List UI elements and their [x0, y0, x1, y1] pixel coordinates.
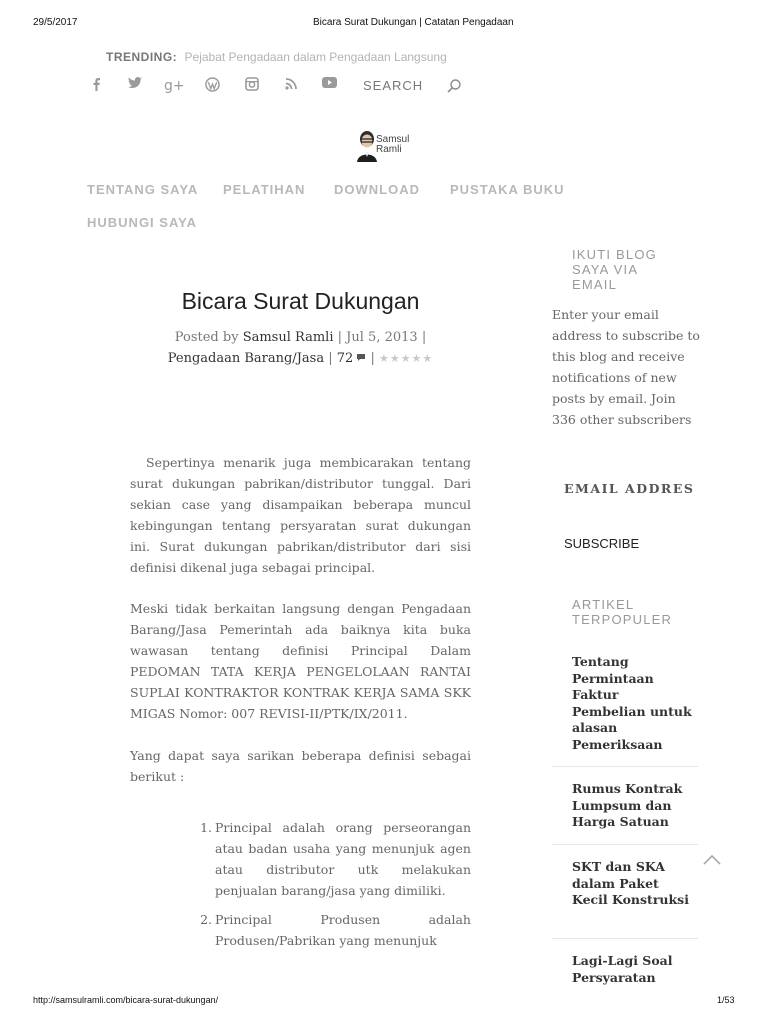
list-text: Principal Produsen adalah Produsen/Pabrikan yang menunjuk [215, 912, 471, 948]
site-logo[interactable] [356, 130, 416, 164]
print-page-number: 1/53 [717, 995, 735, 1005]
meta-separator: | [370, 351, 375, 366]
post-paragraph [130, 745, 471, 787]
nav-tentang-saya[interactable]: TENTANG SAYA [87, 182, 199, 197]
post-date: Jul 5, 2013 [346, 330, 418, 345]
nav-pelatihan[interactable]: PELATIHAN [223, 182, 306, 197]
popular-article-link[interactable]: Lagi-Lagi Soal Persyaratan [572, 953, 673, 985]
rss-icon[interactable] [282, 77, 300, 90]
definition-list [196, 817, 471, 959]
list-item [196, 909, 471, 951]
popular-heading-line: TERPOPULER [572, 612, 673, 627]
meta-separator: | [337, 330, 343, 345]
divider [552, 844, 698, 845]
print-title: Bicara Surat Dukungan | Catatan Pengadaan [313, 17, 514, 28]
follow-heading-line: EMAIL [572, 277, 618, 292]
paragraph-3: Yang dapat saya sarikan beberapa definisi sebagai berikut : [130, 748, 471, 784]
logo-text [376, 135, 409, 155]
email-input[interactable]: EMAIL ADDRES [564, 481, 695, 496]
meta-separator: | [328, 351, 333, 366]
comment-count[interactable]: 72 [336, 351, 354, 366]
twitter-icon[interactable] [126, 77, 144, 89]
list-text: Principal adalah orang perseorangan atau badan usaha yang menunjuk agen atau distributor utk melakukan penjualan barang/jasa yang dimiliki. [215, 820, 471, 898]
follow-description: Enter your email address to subscribe to this blog and receive notifications of new posts by email. Join 336 other subscribers [552, 307, 700, 427]
trending-label: TRENDING: [106, 50, 178, 64]
facebook-icon[interactable] [87, 77, 105, 91]
meta-separator: | [421, 330, 427, 345]
instagram-icon[interactable] [243, 77, 261, 91]
print-url: http://samsulramli.com/bicara-surat-dukungan/ [33, 995, 219, 1005]
trending-link[interactable]: Pejabat Pengadaan dalam Pengadaan Langsung [184, 50, 447, 64]
print-date: 29/5/2017 [33, 17, 78, 28]
nav-download[interactable]: DOWNLOAD [334, 182, 420, 197]
follow-heading-line: SAYA VIA [572, 262, 639, 277]
list-item [196, 817, 471, 901]
popular-article-link[interactable]: Rumus Kontrak Lumpsum dan Harga Satuan [572, 781, 683, 829]
nav-hubungi-saya[interactable]: HUBUNGI SAYA [87, 215, 198, 230]
author-link[interactable]: Samsul Ramli [242, 330, 334, 345]
comment-icon[interactable] [356, 348, 366, 369]
nav-pustaka-buku[interactable]: PUSTAKA BUKU [450, 182, 565, 197]
post-paragraph [130, 452, 471, 578]
paragraph-2: Meski tidak berkaitan langsung dengan Pengadaan Barang/Jasa Pemerintah ada baiknya kita buka wawasan tentang definisi Principal Dalam PEDOMAN TATA KERJA PENGELOLAAN RANTAI SUPLAI KONTRAKTOR KONTRAK KERJA SAMA SKK MIGAS Nomor: 007 REVISI-II/PTK/IX/2011. [130, 601, 471, 721]
scroll-to-top-icon[interactable] [703, 851, 721, 865]
divider [552, 766, 698, 767]
subscribe-button[interactable]: SUBSCRIBE [564, 536, 640, 551]
list-number: 2. [200, 912, 212, 927]
post-paragraph [130, 598, 471, 724]
paragraph-1: Sepertinya menarik juga membicarakan tentang surat dukungan pabrikan/distributor tunggal. Dari sekian case yang disampaikan beberapa muncul kebingungan tentang persyaratan surat dukungan ini. Surat dukungan pabrikan/distributor dari sisi definisi dikenal juga sebagai principal. [130, 455, 471, 575]
popular-heading [572, 597, 672, 627]
divider [552, 938, 698, 939]
follow-heading-line: IKUTI BLOG [572, 247, 657, 262]
search-input[interactable]: SEARCH [363, 78, 424, 93]
wordpress-icon[interactable] [203, 77, 221, 92]
logo-line-2: Ramli [376, 144, 402, 155]
rating-stars[interactable]: ★★★★★ [378, 352, 434, 365]
popular-heading-line: ARTIKEL [572, 597, 635, 612]
search-icon[interactable] [446, 78, 462, 94]
category-link[interactable]: Pengadaan Barang/Jasa [167, 351, 325, 366]
list-number: 1. [200, 820, 212, 835]
post-meta [140, 327, 461, 369]
follow-heading [572, 247, 657, 292]
logo-line-1: Samsul [376, 134, 410, 145]
posted-by-label: Posted by [174, 330, 239, 345]
youtube-icon[interactable] [320, 77, 338, 88]
popular-article-link[interactable]: Tentang Permintaan Faktur Pembelian untuk alasan Pemeriksaan [572, 654, 692, 752]
google-plus-icon[interactable]: g+ [164, 78, 185, 94]
popular-article-link[interactable]: SKT dan SKA dalam Paket Kecil Konstruksi [572, 859, 689, 907]
trending-bar [106, 50, 447, 64]
post-title: Bicara Surat Dukungan [181, 288, 420, 314]
